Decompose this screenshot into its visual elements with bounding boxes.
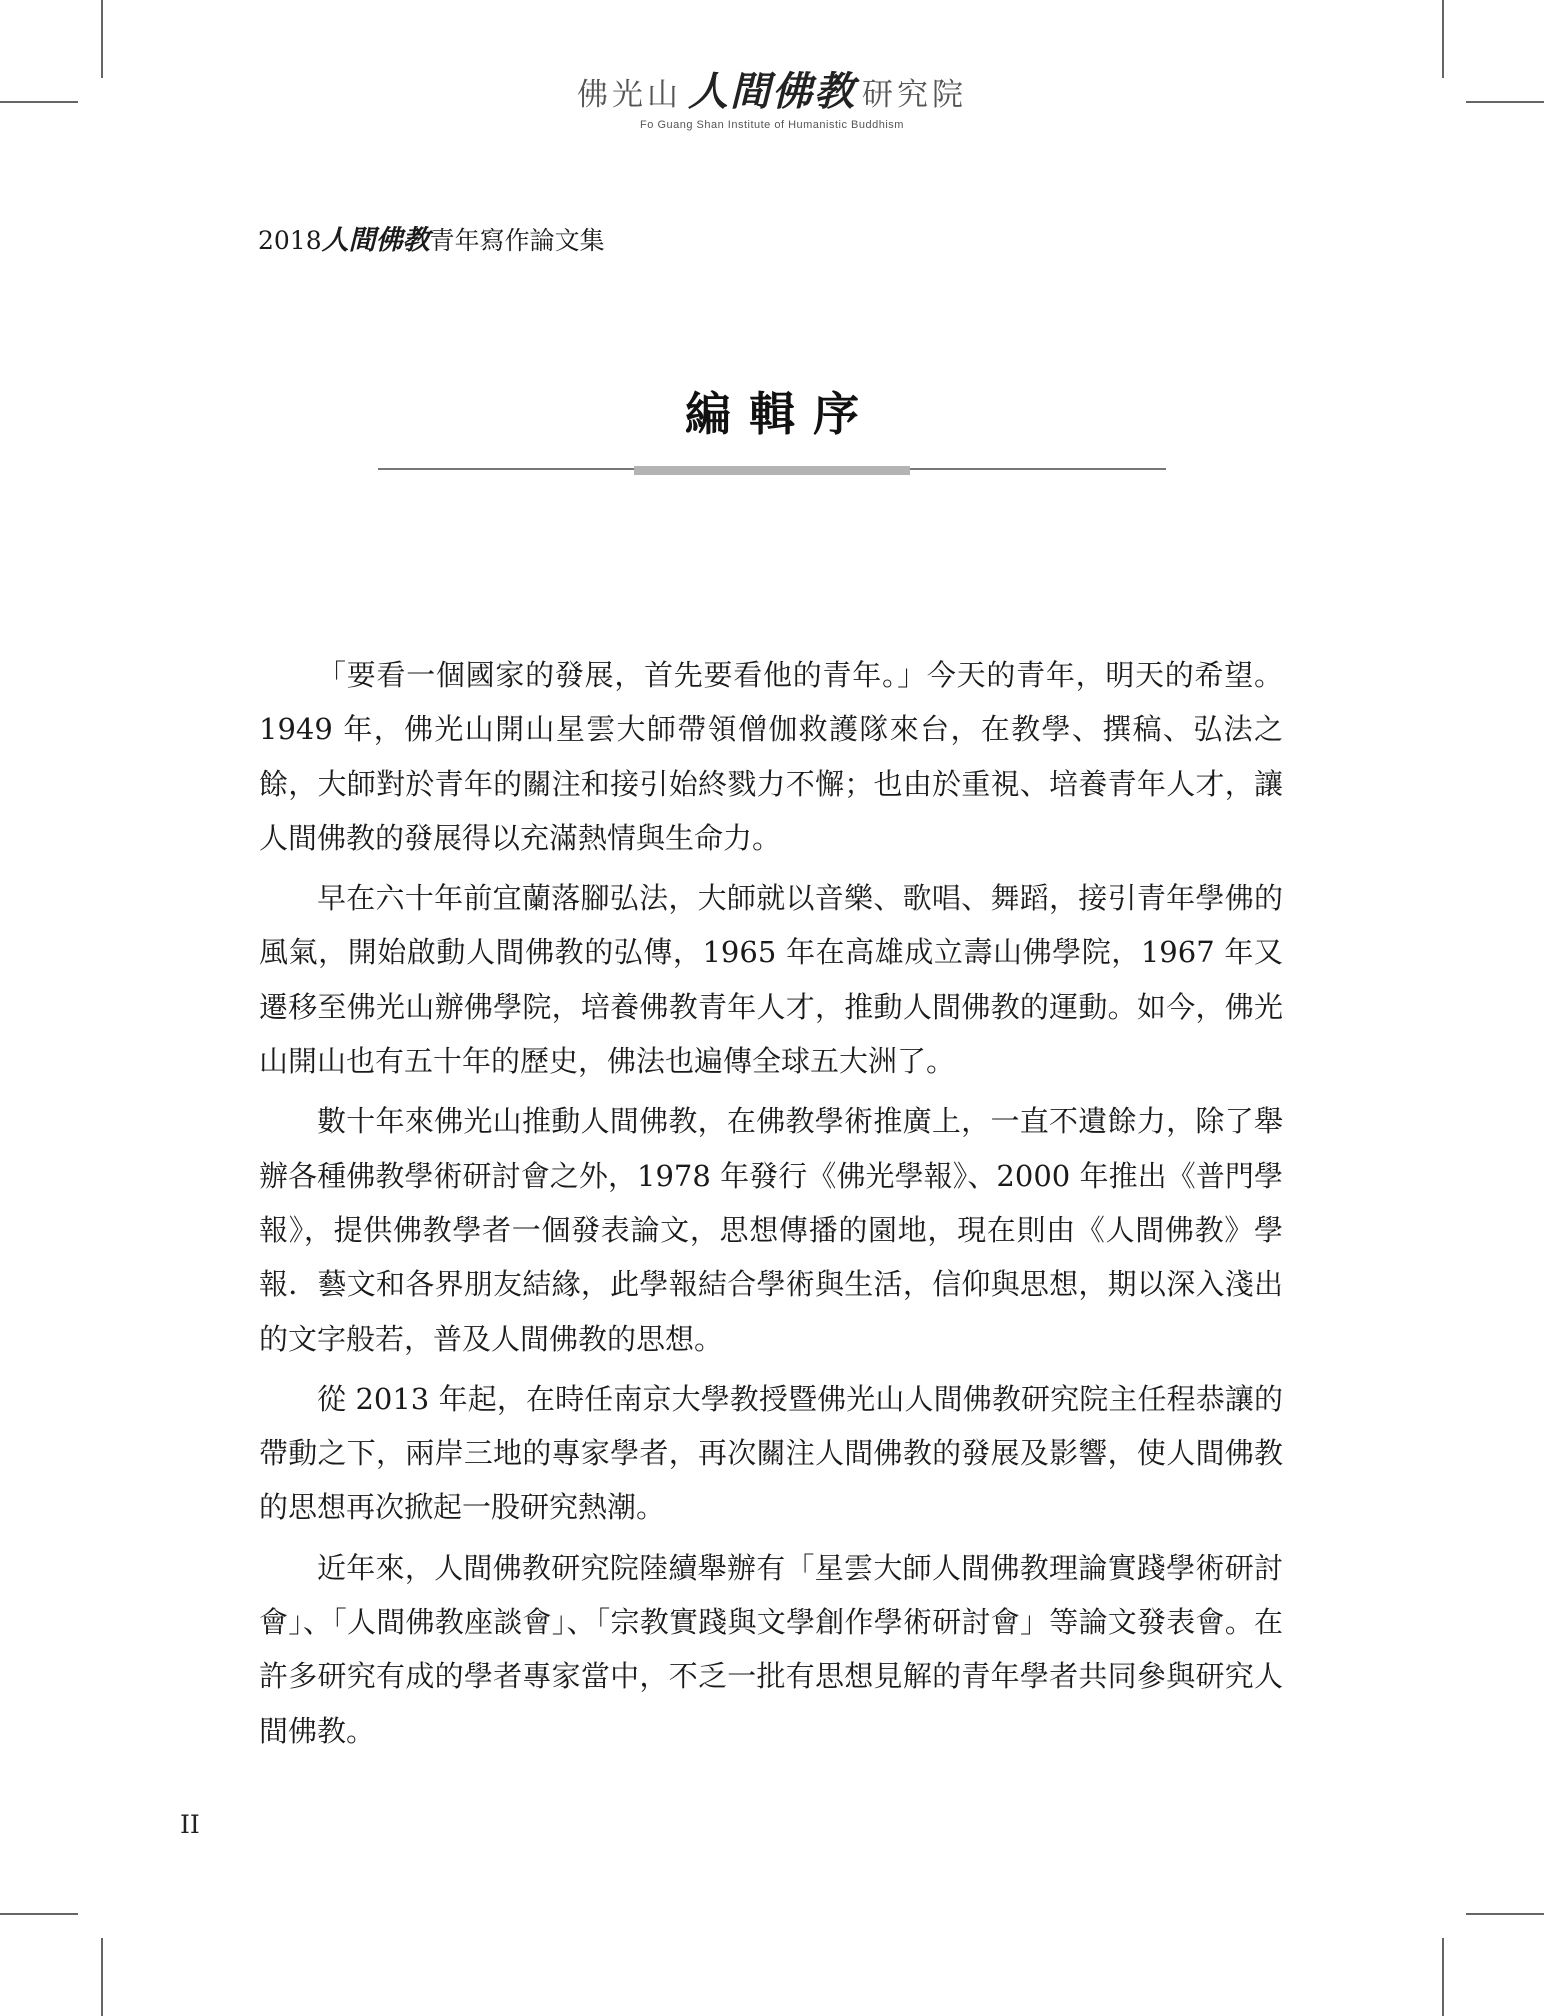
paragraph: 「要看一個國家的發展，首先要看他的青年。」今天的青年，明天的希望。1949 年，佛光山開山星雲大師帶領僧伽救護隊來台，在教學、撰稿、弘法之餘，大師對於青年的關注和接引始終戮力不懈；也由於重視、培養青年人才，讓人間佛教的發展得以充滿熱情與生命力。	[259, 658, 1283, 855]
paragraph: 數十年來佛光山推動人間佛教，在佛教學術推廣上，一直不遺餘力，除了舉辦各種佛教學術研討會之外，1978 年發行《佛光學報》、2000 年推出《普門學報》，提供佛教學者一個發表論文，思想傳播的園地，現在則由《人間佛教》學報．藝文和各界朋友結緣，此學報結合學術與生活，信仰與思想，期以深入淺出的文字般若，普及人間佛教的思想。	[259, 1104, 1283, 1356]
paragraph: 早在六十年前宜蘭落腳弘法，大師就以音樂、歌唱、舞蹈，接引青年學佛的風氣，開始啟動人間佛教的弘傳，1965 年在高雄成立壽山佛學院，1967 年又遷移至佛光山辦佛學院，培養佛教青年人才，推動人間佛教的運動。如今，佛光山開山也有五十年的歷史，佛法也遍傳全球五大洲了。	[259, 881, 1283, 1079]
logo-right-text: 研究院	[862, 77, 967, 113]
paragraph: 近年來，人間佛教研究院陸續舉辦有「星雲大師人間佛教理論實踐學術研討會」、「人間佛教座談會」、「宗教實踐與文學創作學術研討會」等論文發表會。在許多研究有成的學者專家當中，不乏一批有思想見解的青年學者共同參與研究人間佛教。	[259, 1550, 1283, 1748]
crop-mark-bottom-right-horizontal	[1466, 1913, 1544, 1915]
logo-subtitle: Fo Guang Shan Institute of Humanistic Buddhism	[640, 119, 904, 131]
page-number: II	[180, 1810, 200, 1839]
crop-mark-bottom-left-horizontal	[0, 1913, 78, 1915]
crop-mark-bottom-left-vertical	[101, 1938, 103, 2016]
crop-mark-bottom-right-vertical	[1442, 1938, 1444, 2016]
page-title: 編輯序	[685, 387, 877, 441]
running-head-calligraphy: 人間佛教	[321, 225, 430, 256]
institute-logo	[0, 60, 1544, 131]
paragraph: 從 2013 年起，在時任南京大學教授暨佛光山人間佛教研究院主任程恭讓的帶動之下，兩岸三地的專家學者，再次關注人間佛教的發展及影響，使人間佛教的思想再次掀起一股研究熱潮。	[259, 1381, 1283, 1525]
running-head-year: 2018	[258, 226, 322, 255]
logo-left-text: 佛光山	[577, 77, 682, 113]
logo-calligraphy: 人間佛教	[688, 68, 856, 115]
running-head	[258, 218, 605, 257]
title-divider-bar	[634, 466, 910, 475]
running-head-rest: 青年寫作論文集	[429, 226, 605, 255]
logo-title	[0, 60, 1544, 117]
body-text	[259, 648, 1283, 1764]
